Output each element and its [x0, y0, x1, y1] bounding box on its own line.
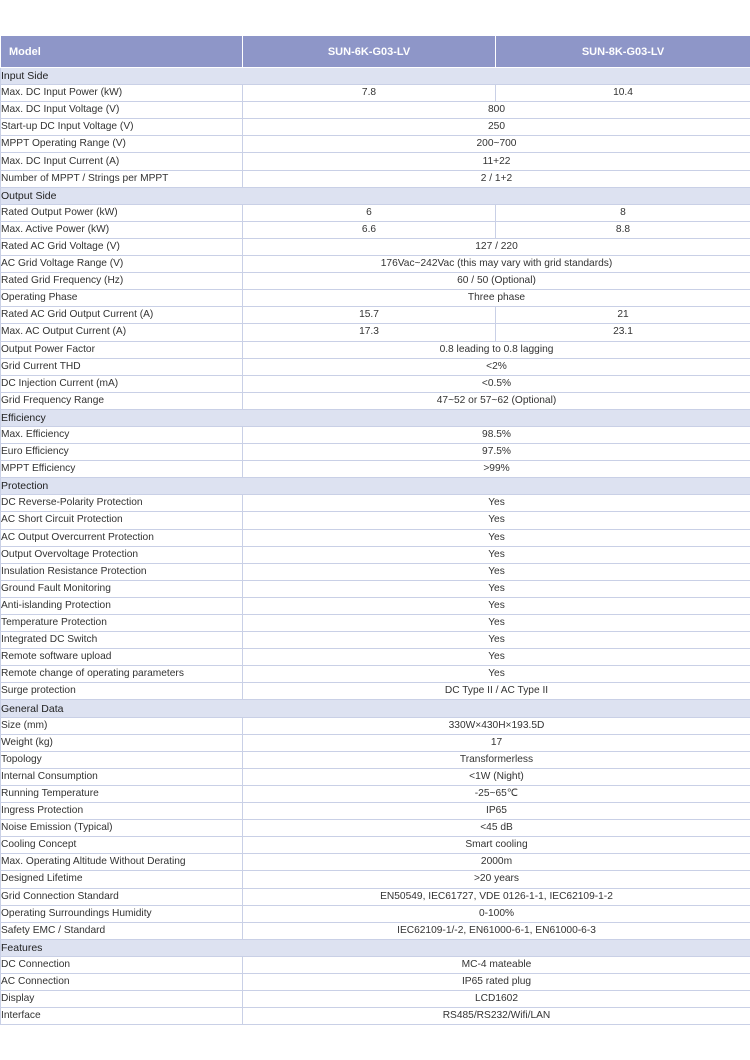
table-row [1, 922, 750, 939]
section-title: General Data [1, 700, 750, 717]
table-row [1, 221, 750, 238]
row-value-shared: 330W×430H×193.5D [243, 717, 750, 734]
row-label: Remote change of operating parameters [1, 666, 243, 683]
row-label: Safety EMC / Standard [1, 922, 243, 939]
section-title: Protection [1, 478, 750, 495]
section-title: Features [1, 939, 750, 956]
row-label: Display [1, 991, 243, 1008]
row-label: Grid Current THD [1, 358, 243, 375]
table-row [1, 905, 750, 922]
row-label: Anti-islanding Protection [1, 597, 243, 614]
row-label: Insulation Resistance Protection [1, 563, 243, 580]
row-value-shared: 60 / 50 (Optional) [243, 273, 750, 290]
row-value-shared: <1W (Night) [243, 768, 750, 785]
table-row [1, 341, 750, 358]
model-header: Model [1, 36, 243, 68]
row-value-shared: LCD1602 [243, 991, 750, 1008]
row-label: Size (mm) [1, 717, 243, 734]
row-value-shared: Yes [243, 546, 750, 563]
row-label: Max. Efficiency [1, 426, 243, 443]
row-label: Start-up DC Input Voltage (V) [1, 119, 243, 136]
row-label: Designed Lifetime [1, 871, 243, 888]
table-row [1, 529, 750, 546]
table-row [1, 888, 750, 905]
row-label: AC Short Circuit Protection [1, 512, 243, 529]
row-label: AC Connection [1, 973, 243, 990]
row-label: Output Overvoltage Protection [1, 546, 243, 563]
row-value-shared: 0.8 leading to 0.8 lagging [243, 341, 750, 358]
table-row [1, 290, 750, 307]
table-row [1, 426, 750, 443]
table-row [1, 273, 750, 290]
row-label: Euro Efficiency [1, 444, 243, 461]
row-value-model-2: 23.1 [496, 324, 750, 341]
row-value-shared: Transformerless [243, 751, 750, 768]
row-value-shared: EN50549, IEC61727, VDE 0126-1-1, IEC62109-1-2 [243, 888, 750, 905]
section-row [1, 409, 750, 426]
table-row [1, 324, 750, 341]
table-row [1, 546, 750, 563]
row-label: Max. Operating Altitude Without Derating [1, 854, 243, 871]
row-value-shared: >20 years [243, 871, 750, 888]
table-header [1, 36, 750, 68]
table-row [1, 136, 750, 153]
row-label: MPPT Efficiency [1, 461, 243, 478]
row-value-shared: Yes [243, 649, 750, 666]
section-row [1, 68, 750, 85]
row-value-model-2: 8 [496, 204, 750, 221]
table-row [1, 854, 750, 871]
row-label: Weight (kg) [1, 734, 243, 751]
table-row [1, 973, 750, 990]
row-value-model-1: 6.6 [243, 221, 496, 238]
row-label: Integrated DC Switch [1, 632, 243, 649]
row-label: Rated Grid Frequency (Hz) [1, 273, 243, 290]
row-label: DC Injection Current (mA) [1, 375, 243, 392]
row-label: Output Power Factor [1, 341, 243, 358]
table-row [1, 820, 750, 837]
model-column-2: SUN-8K-G03-LV [496, 36, 750, 68]
row-value-shared: <2% [243, 358, 750, 375]
row-label: AC Grid Voltage Range (V) [1, 256, 243, 273]
row-value-model-1: 15.7 [243, 307, 496, 324]
row-label: Ground Fault Monitoring [1, 580, 243, 597]
row-value-model-1: 7.8 [243, 85, 496, 102]
table-row [1, 153, 750, 170]
row-value-shared: Three phase [243, 290, 750, 307]
table-row [1, 204, 750, 221]
table-row [1, 461, 750, 478]
row-value-shared: -25~65℃ [243, 785, 750, 802]
table-row [1, 85, 750, 102]
table-row [1, 956, 750, 973]
row-value-shared: 800 [243, 102, 750, 119]
row-value-shared: Yes [243, 495, 750, 512]
table-row [1, 495, 750, 512]
row-value-shared: 2000m [243, 854, 750, 871]
row-value-shared: <0.5% [243, 375, 750, 392]
table-row [1, 615, 750, 632]
row-label: Running Temperature [1, 785, 243, 802]
table-row [1, 563, 750, 580]
section-row [1, 187, 750, 204]
row-label: Temperature Protection [1, 615, 243, 632]
row-label: Interface [1, 1008, 243, 1025]
row-value-shared: Yes [243, 512, 750, 529]
row-label: Max. DC Input Current (A) [1, 153, 243, 170]
row-value-shared: Smart cooling [243, 837, 750, 854]
row-label: Ingress Protection [1, 803, 243, 820]
row-value-shared: Yes [243, 632, 750, 649]
row-value-shared: Yes [243, 563, 750, 580]
row-value-shared: MC-4 mateable [243, 956, 750, 973]
section-title: Efficiency [1, 409, 750, 426]
table-row [1, 170, 750, 187]
table-row [1, 751, 750, 768]
row-value-shared: Yes [243, 615, 750, 632]
table-row [1, 444, 750, 461]
spec-table [0, 35, 750, 1025]
table-row [1, 991, 750, 1008]
row-label: Operating Phase [1, 290, 243, 307]
row-label: Topology [1, 751, 243, 768]
table-row [1, 580, 750, 597]
row-value-shared: 176Vac~242Vac (this may vary with grid standards) [243, 256, 750, 273]
table-row [1, 119, 750, 136]
table-row [1, 597, 750, 614]
table-row [1, 768, 750, 785]
row-value-shared: 127 / 220 [243, 238, 750, 255]
row-value-model-2: 8.8 [496, 221, 750, 238]
table-row [1, 734, 750, 751]
row-value-shared: IP65 rated plug [243, 973, 750, 990]
model-column-1: SUN-6K-G03-LV [243, 36, 496, 68]
table-row [1, 871, 750, 888]
table-row [1, 837, 750, 854]
row-value-shared: Yes [243, 597, 750, 614]
table-row [1, 102, 750, 119]
row-value-model-1: 6 [243, 204, 496, 221]
row-label: DC Reverse-Polarity Protection [1, 495, 243, 512]
row-value-shared: 97.5% [243, 444, 750, 461]
row-label: Number of MPPT / Strings per MPPT [1, 170, 243, 187]
row-value-shared: 11+22 [243, 153, 750, 170]
row-label: Operating Surroundings Humidity [1, 905, 243, 922]
row-value-shared: Yes [243, 580, 750, 597]
row-value-model-2: 21 [496, 307, 750, 324]
row-value-shared: <45 dB [243, 820, 750, 837]
row-label: Rated AC Grid Output Current (A) [1, 307, 243, 324]
row-label: Max. AC Output Current (A) [1, 324, 243, 341]
table-body [1, 68, 750, 1025]
row-value-shared: IEC62109-1/-2, EN61000-6-1, EN61000-6-3 [243, 922, 750, 939]
table-row [1, 238, 750, 255]
table-row [1, 632, 750, 649]
row-value-shared: 98.5% [243, 426, 750, 443]
row-value-shared: >99% [243, 461, 750, 478]
table-row [1, 785, 750, 802]
row-label: Grid Connection Standard [1, 888, 243, 905]
section-title: Input Side [1, 68, 750, 85]
row-label: DC Connection [1, 956, 243, 973]
section-row [1, 939, 750, 956]
table-row [1, 803, 750, 820]
row-label: Rated Output Power (kW) [1, 204, 243, 221]
table-row [1, 307, 750, 324]
table-row [1, 512, 750, 529]
row-label: AC Output Overcurrent Protection [1, 529, 243, 546]
row-value-shared: Yes [243, 529, 750, 546]
table-row [1, 375, 750, 392]
section-row [1, 478, 750, 495]
section-row [1, 700, 750, 717]
row-label: Internal Consumption [1, 768, 243, 785]
row-value-shared: DC Type II / AC Type II [243, 683, 750, 700]
section-title: Output Side [1, 187, 750, 204]
row-label: Grid Frequency Range [1, 392, 243, 409]
row-label: Max. DC Input Power (kW) [1, 85, 243, 102]
table-row [1, 358, 750, 375]
row-value-shared: 250 [243, 119, 750, 136]
row-label: Max. DC Input Voltage (V) [1, 102, 243, 119]
row-value-shared: 200~700 [243, 136, 750, 153]
row-value-shared: RS485/RS232/Wifi/LAN [243, 1008, 750, 1025]
table-row [1, 392, 750, 409]
row-value-shared: Yes [243, 666, 750, 683]
row-label: Surge protection [1, 683, 243, 700]
row-label: Remote software upload [1, 649, 243, 666]
table-row [1, 649, 750, 666]
row-label: Max. Active Power (kW) [1, 221, 243, 238]
header-row [1, 36, 750, 68]
table-row [1, 256, 750, 273]
row-value-shared: 0-100% [243, 905, 750, 922]
row-value-model-2: 10.4 [496, 85, 750, 102]
row-value-shared: 2 / 1+2 [243, 170, 750, 187]
row-label: Rated AC Grid Voltage (V) [1, 238, 243, 255]
table-row [1, 717, 750, 734]
row-value-model-1: 17.3 [243, 324, 496, 341]
row-label: Cooling Concept [1, 837, 243, 854]
row-value-shared: 17 [243, 734, 750, 751]
row-label: MPPT Operating Range (V) [1, 136, 243, 153]
table-row [1, 1008, 750, 1025]
row-value-shared: IP65 [243, 803, 750, 820]
row-value-shared: 47~52 or 57~62 (Optional) [243, 392, 750, 409]
row-label: Noise Emission (Typical) [1, 820, 243, 837]
table-row [1, 666, 750, 683]
table-row [1, 683, 750, 700]
